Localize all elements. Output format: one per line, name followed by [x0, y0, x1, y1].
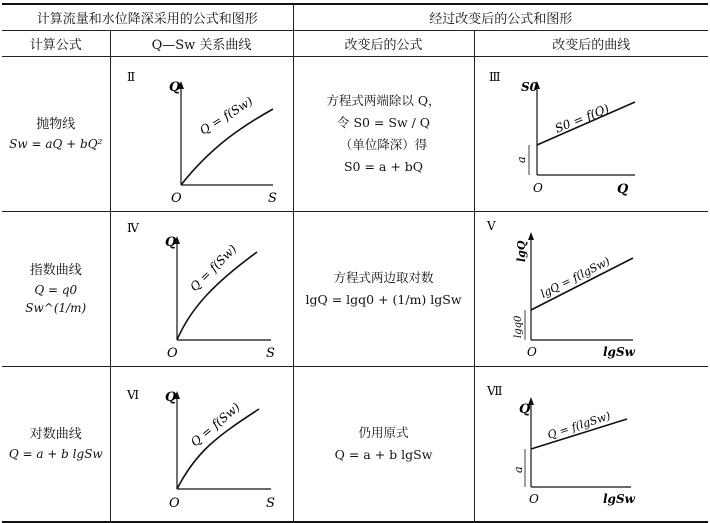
formula-text: Sw = aQ + bQ² [9, 136, 103, 151]
y-axis-label: Q [168, 79, 180, 95]
origin-label: O [166, 345, 178, 361]
right-figure-cell [474, 366, 708, 522]
figure-number: Ⅵ [126, 387, 139, 402]
table-row [2, 211, 708, 366]
transform-line: S0 = a + bQ [343, 158, 424, 174]
right-figure-cell [474, 211, 708, 366]
transform-line: 方程式两边取对数 [333, 269, 434, 285]
x-axis-label: lgSw [602, 491, 635, 506]
transform-line: Q = a + b lgSw [334, 446, 433, 462]
left-figure-cell [110, 366, 293, 522]
line-label: Q = f(lgSw) [545, 408, 612, 442]
formula-table [2, 3, 708, 523]
origin-label: O [526, 344, 537, 359]
left-figure-cell [110, 56, 293, 211]
figure-number: Ⅳ [126, 220, 139, 235]
x-axis-label: S [265, 495, 275, 511]
transformed-formula-cell [293, 366, 474, 522]
origin-label: O [532, 180, 543, 195]
figure-number: Ⅲ [488, 69, 501, 84]
left-figure [111, 212, 294, 362]
figure-number: Ⅴ [486, 218, 496, 233]
transform-line: 仍用原式 [358, 424, 409, 440]
line-label: S0 = f(Q) [552, 100, 611, 136]
subheader-q-sw-curve: Q—Sw 关系曲线 [110, 30, 293, 56]
transformed-formula-cell [293, 56, 474, 211]
subheader-formula: 计算公式 [2, 30, 110, 56]
header-row [2, 4, 708, 30]
table-row [2, 366, 708, 522]
right-figure [475, 57, 709, 207]
right-figure [475, 212, 709, 362]
transform-line: 令 S0 = Sw / Q [336, 114, 431, 130]
origin-label: O [170, 190, 182, 206]
y-axis-label: Q [518, 401, 530, 417]
right-figure-cell [474, 56, 708, 211]
intercept-label: lgq0 [512, 315, 524, 338]
formula-text: Q = a + b lgSw [8, 446, 103, 461]
x-axis-label: S [267, 190, 277, 206]
curve-label: Q = f(Sw) [187, 399, 243, 449]
y-axis-arrow [528, 232, 534, 240]
x-axis-label: Q [616, 181, 628, 197]
formula-cell [2, 366, 110, 522]
y-axis-label: Q [164, 234, 176, 250]
table-row [2, 56, 708, 211]
subheader-row [2, 30, 708, 56]
subheader-transformed-curve: 改变后的曲线 [474, 30, 708, 56]
header-left: 计算流量和水位降深采用的公式和图形 [2, 4, 293, 30]
left-figure [111, 367, 294, 517]
x-axis-label: S [265, 345, 275, 361]
line-label: lgQ = f(lgSw) [537, 254, 612, 301]
x-axis-label: lgSw [602, 344, 635, 359]
curve-label: Q = f(Sw) [196, 93, 255, 138]
origin-label: O [168, 495, 180, 511]
formula-text: Q = q0 Sw^(1/m) [25, 282, 87, 315]
curve-name: 抛物线 [36, 116, 76, 132]
header-right: 经过改变后的公式和图形 [293, 4, 708, 30]
y-axis-label: lgQ [514, 240, 528, 262]
transform-line: （单位降深）得 [339, 136, 428, 152]
curve-label: Q = f(Sw) [186, 241, 239, 294]
transform-line: 方程式两端除以 Q， [326, 92, 441, 108]
figure-number: Ⅱ [126, 69, 135, 84]
figure-number: Ⅶ [486, 383, 503, 398]
transform-line: lgQ = lgq0 + (1/m) lgSw [305, 291, 462, 307]
left-figure [111, 57, 294, 207]
intercept-label: a [514, 155, 528, 163]
intercept-label: a [511, 465, 525, 473]
transformed-formula-cell [293, 211, 474, 366]
curve-name: 指数曲线 [29, 262, 82, 278]
origin-label: O [528, 491, 539, 506]
y-axis-label: S0 [520, 79, 538, 94]
right-figure [475, 367, 709, 517]
y-axis-label: Q [164, 389, 176, 405]
formula-cell [2, 211, 110, 366]
left-figure-cell [110, 211, 293, 366]
formula-cell [2, 56, 110, 211]
curve-name: 对数曲线 [29, 426, 82, 442]
subheader-transformed-formula: 改变后的公式 [293, 30, 474, 56]
